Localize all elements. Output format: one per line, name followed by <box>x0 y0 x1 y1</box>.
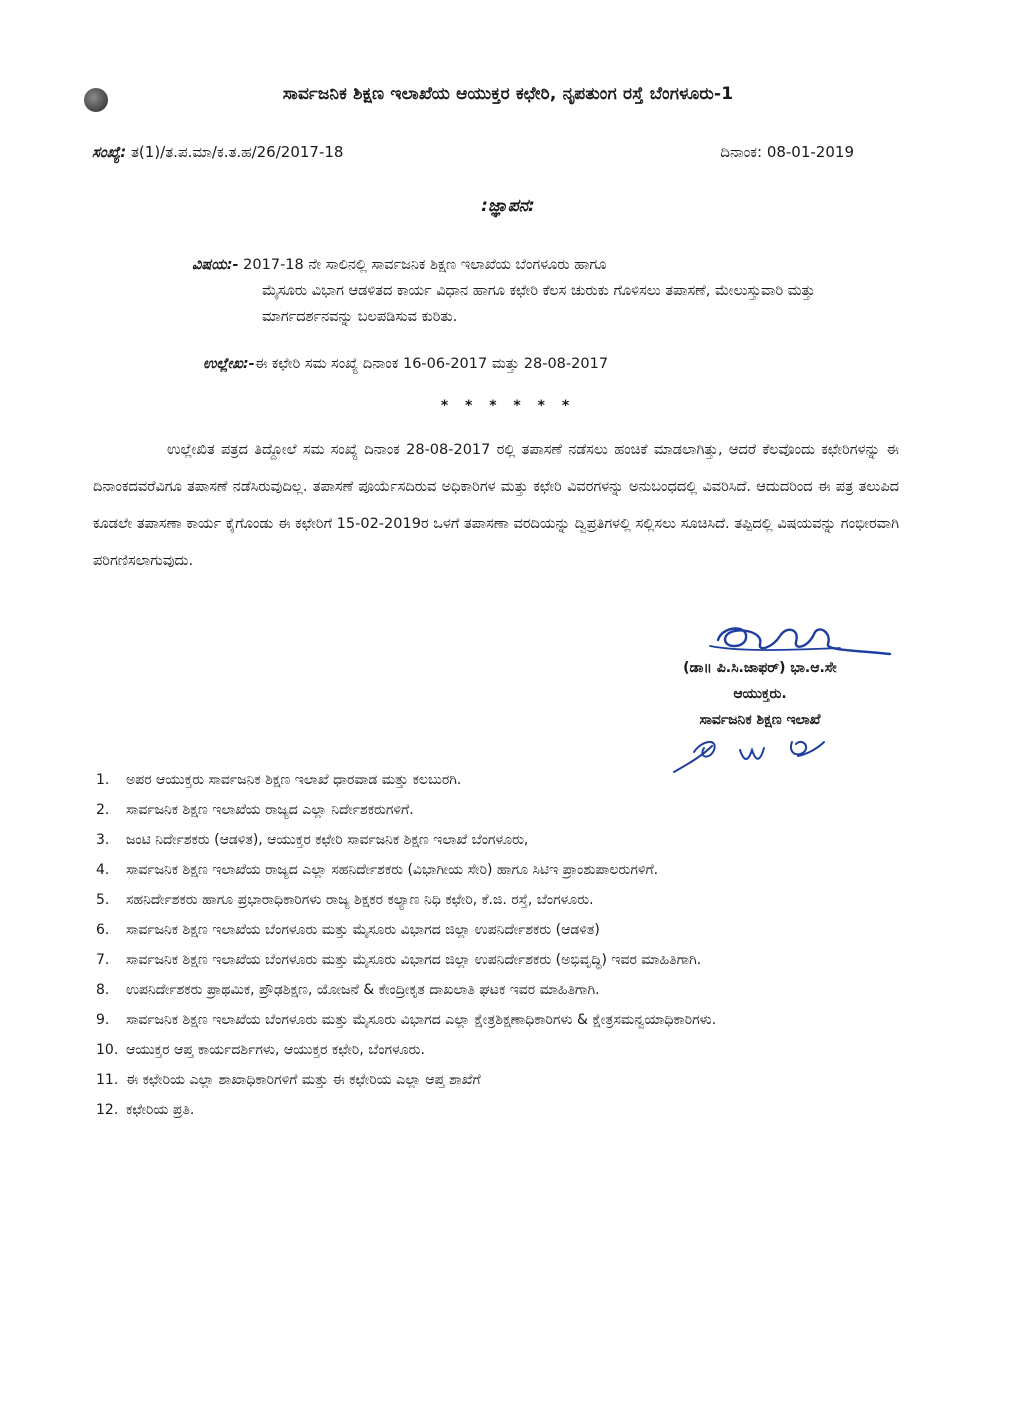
reference-text: ಈ ಕಛೇರಿ ಸಮ ಸಂಖ್ಯೆ ದಿನಾಂಕ 16-06-2017 ಮತ್ತು 28-08-2017 <box>254 356 609 372</box>
subject-block <box>192 252 832 330</box>
list-item <box>96 979 902 1002</box>
document-date <box>720 143 854 161</box>
list-item <box>96 919 902 942</box>
recipients-list <box>96 769 902 1129</box>
item-number: 1. <box>96 772 110 788</box>
item-number: 10. <box>96 1042 119 1058</box>
item-number: 7. <box>96 952 110 968</box>
list-item <box>96 1009 902 1032</box>
item-text: ಅಪರ ಆಯುಕ್ತರು ಸಾರ್ವಜನಿಕ ಶಿಕ್ಷಣ ಇಲಾಖೆ ಧಾರವಾಡ ಮತ್ತು ಕಲಬುರಗಿ. <box>126 772 462 788</box>
list-item <box>96 949 902 972</box>
item-number: 2. <box>96 802 110 818</box>
list-item <box>96 889 902 912</box>
item-number: 6. <box>96 922 110 938</box>
office-heading: ಸಾರ್ವಜನಿಕ ಶಿಕ್ಷಣ ಇಲಾಖೆಯ ಆಯುಕ್ತರ ಕಛೇರಿ, ನೃಪತುಂಗ ರಸ್ತೆ ಬೆಂಗಳೂರು-1 <box>282 84 734 104</box>
item-text: ಸಾರ್ವಜನಿಕ ಶಿಕ್ಷಣ ಇಲಾಖೆಯ ರಾಜ್ಯದ ಎಲ್ಲಾ ಸಹನಿರ್ದೇಶಕರು (ವಿಭಾಗೀಯ ಸೇರಿ) ಹಾಗೂ ಸಿಟಿಇ ಪ್ರಾಂಶುಪಾಲರುಗಳಿಗೆ. <box>126 862 659 878</box>
item-number: 12. <box>96 1102 119 1118</box>
reference-number-value: ತ(1)/ತ.ಪ.ಮಾ/ಕ.ತ.ಹ/26/2017-18 <box>130 143 344 161</box>
signature-image <box>700 618 900 666</box>
list-item <box>96 829 902 852</box>
subject-label: ವಿಷಯ:- <box>192 257 239 273</box>
item-text: ಜಂಟಿ ನಿರ್ದೇಶಕರು (ಆಡಳಿತ), ಆಯುಕ್ತರ ಕಛೇರಿ ಸಾರ್ವಜನಿಕ ಶಿಕ್ಷಣ ಇಲಾಖೆ ಬೆಂಗಳೂರು, <box>126 832 529 848</box>
item-number: 5. <box>96 892 110 908</box>
item-text: ಸಾರ್ವಜನಿಕ ಶಿಕ್ಷಣ ಇಲಾಖೆಯ ರಾಜ್ಯದ ಎಲ್ಲಾ ನಿರ್ದೇಶಕರುಗಳಿಗೆ. <box>126 802 414 818</box>
section-separator: * * * * * * <box>440 398 576 414</box>
item-number: 3. <box>96 832 110 848</box>
item-text: ಸಾರ್ವಜನಿಕ ಶಿಕ್ಷಣ ಇಲಾಖೆಯ ಬೆಂಗಳೂರು ಮತ್ತು ಮೈಸೂರು ವಿಭಾಗದ ಜಿಲ್ಲಾ ಉಪನಿರ್ದೇಶಕರು (ಆಡಳಿತ) <box>126 922 600 938</box>
item-text: ಸಹನಿರ್ದೇಶಕರು ಹಾಗೂ ಪ್ರಭಾರಾಧಿಕಾರಿಗಳು ರಾಜ್ಯ ಶಿಕ್ಷಕರ ಕಲ್ಯಾಣ ನಿಧಿ ಕಛೇರಿ, ಕೆ.ಜಿ. ರಸ್ತೆ, ಬೆಂಗಳೂರು. <box>126 892 594 908</box>
item-number: 8. <box>96 982 110 998</box>
list-item <box>96 859 902 882</box>
reference-number-label: ಸಂಖ್ಯೆ: <box>92 143 127 161</box>
subject-continuation: ಮೈಸೂರು ವಿಭಾಗ ಆಡಳಿತದ ಕಾರ್ಯ ವಿಧಾನ ಹಾಗೂ ಕಛೇರಿ ಕೆಲಸ ಚುರುಕು ಗೊಳಿಸಲು ತಪಾಸಣೆ, ಮೇಲುಸ್ತುವಾರಿ ಮತ್ತು ಮಾರ್ಗದರ್ಶನವನ್ನು ಬಲಪಡಿಸುವ ಕುರಿತು. <box>262 283 816 325</box>
date-label: ದಿನಾಂಕ: <box>720 143 763 161</box>
item-text: ಈ ಕಛೇರಿಯ ಎಲ್ಲಾ ಶಾಖಾಧಿಕಾರಿಗಳಿಗೆ ಮತ್ತು ಈ ಕಛೇರಿಯ ಎಲ್ಲಾ ಆಪ್ತ ಶಾಖೆಗೆ <box>126 1072 481 1088</box>
list-item <box>96 769 902 792</box>
subject-first-line: 2017-18 ನೇ ಸಾಲಿನಲ್ಲಿ ಸಾರ್ವಜನಿಕ ಶಿಕ್ಷಣ ಇಲಾಖೆಯ ಬೆಂಗಳೂರು ಹಾಗೂ <box>243 257 607 273</box>
signatory-name: (ಡಾ॥ ಪಿ.ಸಿ.ಜಾಫರ್) ಭಾ.ಆ.ಸೇ <box>683 660 837 676</box>
item-text: ಕಛೇರಿಯ ಪ್ರತಿ. <box>126 1102 195 1118</box>
list-item <box>96 799 902 822</box>
signatory-title: ಆಯುಕ್ತರು. <box>733 686 787 702</box>
body-paragraph: ಉಲ್ಲೇಖಿತ ಪತ್ರದ ತಿದ್ದೋಲೆ ಸಮ ಸಂಖ್ಯೆ ದಿನಾಂಕ 28-08-2017 ರಲ್ಲಿ ತಪಾಸಣೆ ನಡೆಸಲು ಹಂಚಿಕೆ ಮಾಡಲಾಗಿತ್ತು, ಆದರೆ ಕೆಲವೊಂದು ಕಛೇರಿಗಳನ್ನು ಈ ದಿನಾಂಕದವರೆವಿಗೂ ತಪಾಸಣೆ ನಡೆಸಿರುವುದಿಲ್ಲ. ತಪಾಸಣೆ ಪೂರ್ಯೆಸದಿರುವ ಅಧಿಕಾರಿಗಳ ಮತ್ತು ಕಛೇರಿ ವಿವರಗಳನ್ನು ಅನುಬಂಧದಲ್ಲಿ ವಿವರಿಸಿದೆ. ಆದುದರಿಂದ ಈ ಪತ್ರ ತಲುಪಿದ ಕೂಡಲೇ ತಪಾಸಣಾ ಕಾರ್ಯ ಕೈಗೊಂಡು ಈ ಕಛೇರಿಗೆ 15-02-2019ರ ಒಳಗೆ ತಪಾಸಣಾ ವರದಿಯನ್ನು ದ್ವಿಪ್ರತಿಗಳಲ್ಲಿ ಸಲ್ಲಿಸಲು ಸೂಚಿಸಿದೆ. ತಪ್ಪಿದಲ್ಲಿ ವಿಷಯವನ್ನು ಗಂಭೀರವಾಗಿ ಪರಿಗಣಿಸಲಾಗುವುದು. <box>93 442 899 569</box>
item-number: 4. <box>96 862 110 878</box>
item-text: ಸಾರ್ವಜನಿಕ ಶಿಕ್ಷಣ ಇಲಾಖೆಯ ಬೆಂಗಳೂರು ಮತ್ತು ಮೈಸೂರು ವಿಭಾಗದ ಜಿಲ್ಲಾ ಉಪನಿರ್ದೇಶಕರು (ಅಭಿವೃದ್ಧಿ) ಇವರ ಮಾಹಿತಿಗಾಗಿ. <box>126 952 702 968</box>
item-number: 9. <box>96 1012 110 1028</box>
item-text: ಆಯುಕ್ತರ ಆಪ್ತ ಕಾರ್ಯದರ್ಶಿಗಳು, ಆಯುಕ್ತರ ಕಛೇರಿ, ಬೆಂಗಳೂರು. <box>126 1042 425 1058</box>
item-text: ಸಾರ್ವಜನಿಕ ಶಿಕ್ಷಣ ಇಲಾಖೆಯ ಬೆಂಗಳೂರು ಮತ್ತು ಮೈಸೂರು ವಿಭಾಗದ ಎಲ್ಲಾ ಕ್ಷೇತ್ರಶಿಕ್ಷಣಾಧಿಕಾರಿಗಳು & ಕ್ಷೇತ್ರಸಮನ್ವಯಾಧಿಕಾರಿಗಳು. <box>126 1012 717 1028</box>
date-value: 08-01-2019 <box>766 143 854 161</box>
item-number: 11. <box>96 1072 119 1088</box>
reference-block <box>203 356 608 372</box>
list-item <box>96 1039 902 1062</box>
item-text: ಉಪನಿರ್ದೇಶಕರು ಪ್ರಾಥಮಿಕ, ಪ್ರೌಢಶಿಕ್ಷಣ, ಯೋಜನೆ & ಕೇಂದ್ರೀಕೃತ ದಾಖಲಾತಿ ಘಟಕ ಇವರ ಮಾಹಿತಿಗಾಗಿ. <box>126 982 600 998</box>
memo-title: :ಜ್ಞಾಪನ: <box>481 196 535 216</box>
list-item <box>96 1099 902 1122</box>
reference-number <box>92 143 343 161</box>
reference-label: ಉಲ್ಲೇಖ:- <box>203 356 255 372</box>
list-item <box>96 1069 902 1092</box>
signatory-department: ಸಾರ್ವಜನಿಕ ಶಿಕ್ಷಣ ಇಲಾಖೆ <box>699 712 821 728</box>
